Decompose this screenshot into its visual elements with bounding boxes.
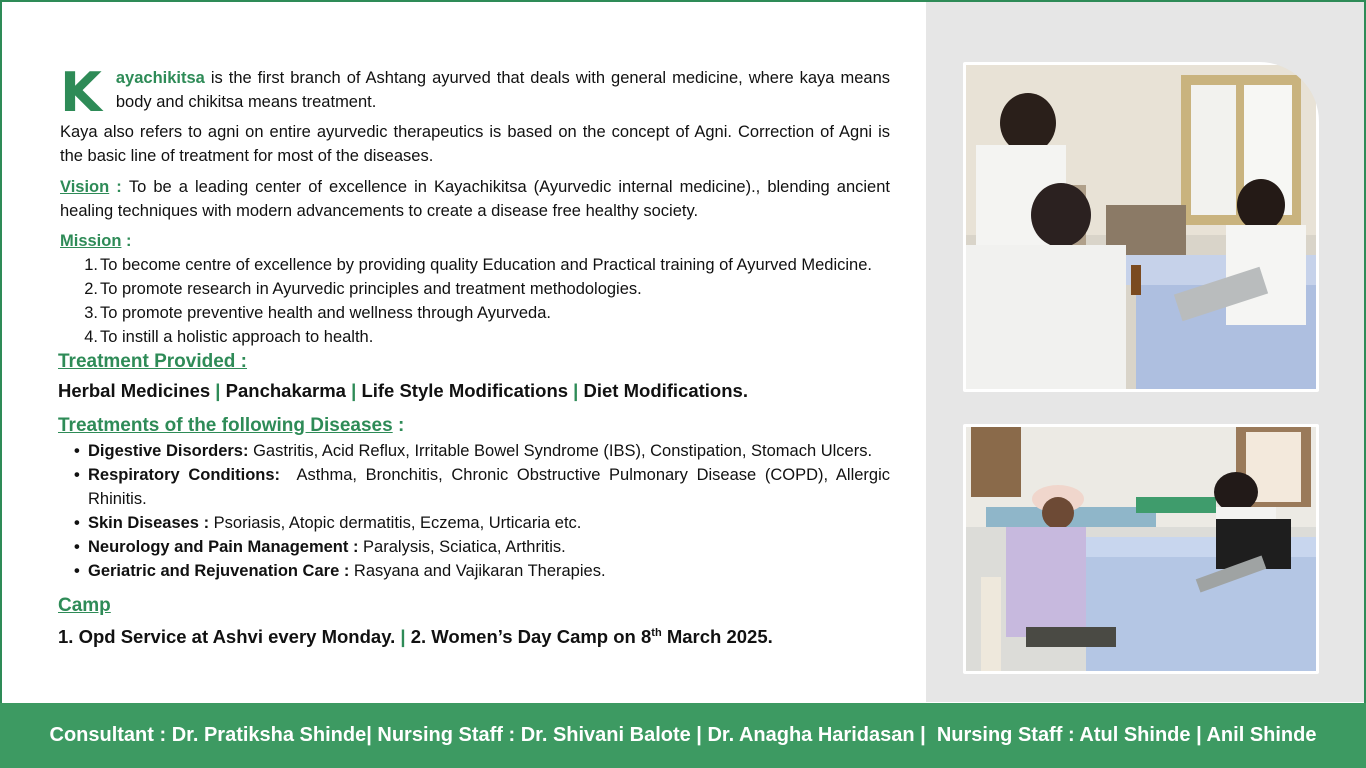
mission-list [80, 253, 890, 349]
vision-paragraph [60, 175, 890, 223]
disease-name: Geriatric and Rejuvenation Care : [88, 562, 350, 580]
vision-sep: : [109, 178, 129, 196]
disease-name: Digestive Disorders: [88, 442, 249, 460]
main-content [58, 34, 895, 651]
intro-paragraph [60, 34, 890, 124]
disease-text: Psoriasis, Atopic dermatitis, Eczema, Urticaria etc. [209, 514, 582, 532]
diseases-list [74, 439, 895, 583]
mission-item-text: To promote research in Ayurvedic principles and treatment methodologies. [100, 280, 642, 298]
bullet-icon: • [74, 562, 80, 580]
treatment-item: Diet Modifications. [583, 380, 748, 401]
bullet-icon: • [74, 442, 80, 460]
camp-item-2-sup: th [651, 627, 662, 639]
disease-text: Asthma, Bronchitis, Chronic Obstructive Pulmonary Disease (COPD), Allergic Rhinitis. [88, 466, 895, 508]
drop-cap: K [60, 61, 102, 124]
disease-item [74, 559, 890, 583]
mission-item [80, 253, 890, 277]
patient-illustration [966, 427, 1316, 671]
treatment-heading: Treatment Provided : [58, 351, 247, 372]
staff-credits: Consultant : Dr. Pratiksha Shinde| Nursing Staff : Dr. Shivani Balote | Dr. Anagha Haridasan | Nursing Staff : Atul Shinde | Anil Shinde [49, 724, 1317, 746]
treatment-item: Life Style Modifications [361, 380, 569, 401]
treatment-separator: | [345, 380, 362, 401]
mission-item-text: To instill a holistic approach to health. [100, 328, 374, 346]
consultation-illustration [966, 65, 1316, 389]
clinic-photo-1 [963, 62, 1319, 392]
disease-item [74, 439, 890, 463]
disease-name: Skin Diseases : [88, 514, 210, 532]
disease-text: Paralysis, Sciatica, Arthritis. [358, 538, 566, 556]
mission-label: Mission [60, 232, 122, 250]
intro-paragraph-2: Kaya also refers to agni on entire ayurvedic therapeutics is based on the concept of Agni. Correction of Agni is the basic line of treatment for most of the diseases. [60, 123, 890, 165]
mission-item-text: To become centre of excellence by providing quality Education and Practical training of Ayurved Medicine. [100, 256, 872, 274]
bullet-icon: • [74, 466, 80, 484]
camp-heading: Camp [58, 595, 111, 616]
camp-item-2-end: March 2025. [661, 626, 773, 648]
treatment-separator: | [568, 380, 584, 401]
mission-item-text: To promote preventive health and wellness through Ayurveda. [100, 304, 551, 322]
camp-item-2: 2. Women’s Day Camp on 8 [410, 626, 652, 648]
vision-label: Vision [60, 178, 110, 196]
mission-sep: : [121, 232, 132, 250]
mission-heading [60, 229, 890, 253]
diseases-heading-text: Treatments of the following Diseases [58, 415, 393, 436]
camp-item-1: 1. Opd Service at Ashvi every Monday. [58, 626, 396, 648]
mission-item-number: 1. [84, 256, 98, 274]
bullet-icon: • [74, 514, 80, 532]
diseases-heading [58, 413, 890, 439]
disease-item [74, 463, 895, 511]
intro-keyword: ayachikitsa [115, 69, 205, 87]
mission-item-number: 2. [84, 280, 98, 298]
mission-item [80, 325, 890, 349]
intro-text-1: is the first branch of Ashtang ayurved that deals with general medicine, where kaya means body and chikitsa means treatment. [115, 69, 890, 111]
treatment-item: Panchakarma [225, 380, 346, 401]
treatment-item: Herbal Medicines [58, 380, 211, 401]
treatment-separator: | [210, 380, 226, 401]
mission-item-number: 4. [84, 328, 98, 346]
mission-item-number: 3. [84, 304, 98, 322]
camp-line [58, 619, 890, 651]
diseases-heading-suffix: : [392, 415, 405, 436]
vision-text: To be a leading center of excellence in Kayachikitsa (Ayurvedic internal medicine)., blending ancient healing techniques with modern advancements to create a disease free healthy society. [60, 178, 890, 220]
treatment-list [58, 377, 890, 405]
disease-item [74, 511, 890, 535]
disease-item [74, 535, 890, 559]
disease-text: Rasyana and Vajikaran Therapies. [349, 562, 606, 580]
mission-item [80, 277, 890, 301]
disease-name: Respiratory Conditions: [88, 466, 281, 484]
mission-item [80, 301, 890, 325]
camp-separator: | [395, 626, 411, 648]
disease-text: Gastritis, Acid Reflux, Irritable Bowel Syndrome (IBS), Constipation, Stomach Ulcers. [248, 442, 873, 460]
staff-footer [0, 703, 1366, 768]
bullet-icon: • [74, 538, 80, 556]
clinic-photo-2 [963, 424, 1319, 674]
disease-name: Neurology and Pain Management : [88, 538, 359, 556]
